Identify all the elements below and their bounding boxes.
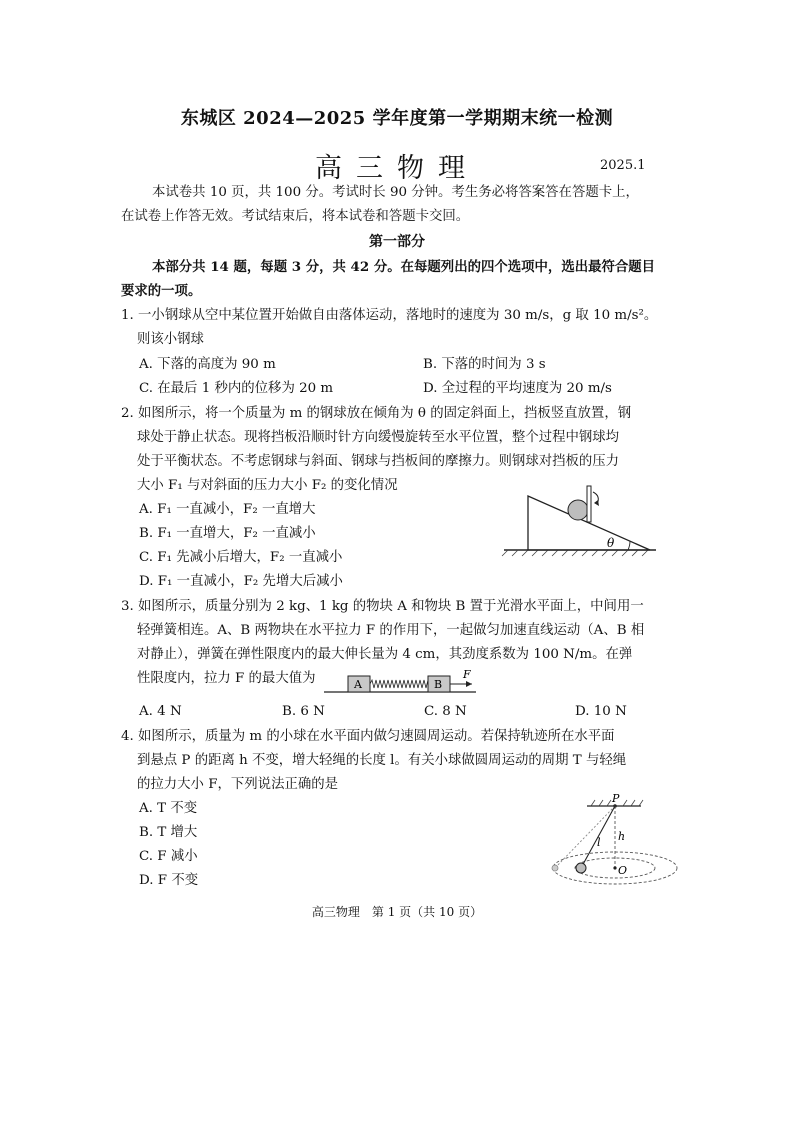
q3-option-d: D. 10 N xyxy=(575,704,627,719)
q2-option-b: B. F₁ 一直增大，F₂ 一直减小 xyxy=(139,526,316,541)
center-label: O xyxy=(618,864,628,877)
exam-date: 2025.1 xyxy=(600,158,646,173)
q1-option-d: D. 全过程的平均速度为 20 m/s xyxy=(423,381,612,396)
q1-option-b: B. 下落的时间为 3 s xyxy=(423,357,546,372)
q4-stem-line-3: 的拉力大小 F，下列说法正确的是 xyxy=(137,777,339,792)
q3-option-a: A. 4 N xyxy=(139,704,182,719)
q2-stem-line-3: 处于平衡状态。不考虑钢球与斜面、钢球与挡板间的摩擦力。则钢球对挡板的压力 xyxy=(137,454,620,469)
q3-option-c: C. 8 N xyxy=(424,704,467,719)
part-title: 第一部分 xyxy=(369,234,425,250)
q2-stem-line-1: 2. 如图所示，将一个质量为 m 的钢球放在倾角为 θ 的固定斜面上，挡板竖直放置，钢 xyxy=(121,406,632,421)
q2-incline-figure xyxy=(500,482,660,562)
q4-option-b: B. T 增大 xyxy=(139,825,198,840)
subject-title: 高三物理 xyxy=(315,153,479,184)
q3-stem-line-4: 性限度内，拉力 F 的最大值为 xyxy=(137,671,316,686)
angle-label: θ xyxy=(607,536,615,550)
force-arrow-head xyxy=(466,681,472,687)
length-label: l xyxy=(597,836,601,849)
instructions-line-2: 在试卷上作答无效。考试结束后，将本试卷和答题卡交回。 xyxy=(121,209,470,224)
q2-stem-line-2: 球处于静止状态。现将挡板沿顺时针方向缓慢旋转至水平位置，整个过程中钢球均 xyxy=(137,430,620,445)
ground-hatch xyxy=(502,550,648,556)
q1-stem-line-1: 1. 一小钢球从空中某位置开始做自由落体运动，落地时的速度为 30 m/s，g 取 10 m/s²。 xyxy=(121,308,658,323)
instructions-line-1: 本试卷共 10 页，共 100 分。考试时长 90 分钟。考生务必将答案答在答题卡上， xyxy=(152,185,639,200)
q3-stem-line-3: 对静止），弹簧在弹性限度内的最大伸长量为 4 cm，其劲度系数为 100 N/m。在弹 xyxy=(137,647,633,662)
q3-stem-line-2: 轻弹簧相连。A、B 两物块在水平拉力 F 的作用下，一起做匀加速直线运动（A、B 相 xyxy=(137,623,645,638)
center-point xyxy=(613,866,616,869)
force-label: F xyxy=(463,668,471,681)
steel-ball xyxy=(568,500,588,520)
q4-stem-line-2: 到悬点 P 的距离 h 不变，增大轻绳的长度 l。有关小球做圆周运动的周期 T 与轻绳 xyxy=(137,753,627,768)
q3-stem-line-1: 3. 如图所示，质量分别为 2 kg、1 kg 的物块 A 和物块 B 置于光滑水平面上，中间用一 xyxy=(121,599,644,614)
q4-option-a: A. T 不变 xyxy=(139,801,198,816)
page-footer: 高三物理 第 1 页（共 10 页） xyxy=(311,905,483,919)
part-desc-line-1: 本部分共 14 题，每题 3 分，共 42 分。在每题列出的四个选项中，选出最符合题目 xyxy=(152,259,656,275)
q2-option-d: D. F₁ 一直减小，F₂ 先增大后减小 xyxy=(139,574,343,589)
q1-stem-line-2: 则该小钢球 xyxy=(137,332,204,347)
pendulum-ball xyxy=(576,863,586,873)
q4-pendulum-figure xyxy=(545,794,685,894)
baffle-board xyxy=(587,486,591,522)
q4-option-c: C. F 减小 xyxy=(139,849,198,864)
block-a-label: A xyxy=(354,678,362,691)
part-desc-line-2: 要求的一项。 xyxy=(121,283,202,299)
q4-option-d: D. F 不变 xyxy=(139,873,199,888)
q3-blocks-figure xyxy=(320,668,480,698)
pivot-label: P xyxy=(612,794,620,805)
q1-option-a: A. 下落的高度为 90 m xyxy=(139,357,276,372)
q2-option-c: C. F₁ 先减小后增大，F₂ 一直减小 xyxy=(139,550,343,565)
q4-stem-line-1: 4. 如图所示，质量为 m 的小球在水平面内做匀速圆周运动。若保持轨迹所在水平面 xyxy=(121,729,615,744)
q2-option-a: A. F₁ 一直减小，F₂ 一直增大 xyxy=(139,502,316,517)
block-b-label: B xyxy=(434,678,443,691)
long-string-dashed xyxy=(555,806,615,868)
q3-option-b: B. 6 N xyxy=(282,704,325,719)
exam-title: 东城区 2024—2025 学年度第一学期期末统一检测 xyxy=(180,108,614,129)
ghost-ball xyxy=(552,865,558,871)
q2-stem-line-4: 大小 F₁ 与对斜面的压力大小 F₂ 的变化情况 xyxy=(137,478,398,493)
angle-arc xyxy=(628,541,630,550)
q1-option-c: C. 在最后 1 秒内的位移为 20 m xyxy=(139,381,334,396)
height-label: h xyxy=(618,830,626,843)
